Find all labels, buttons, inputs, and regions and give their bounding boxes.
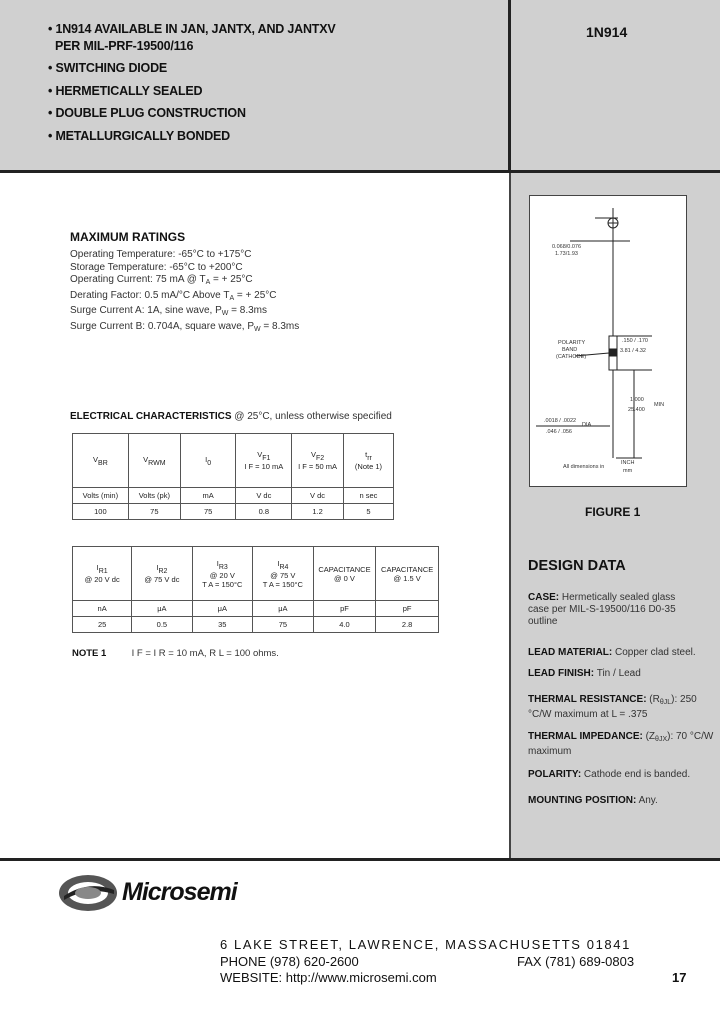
feature-list xyxy=(48,18,336,147)
header-ir1: IR1 @ 20 V dc xyxy=(73,547,132,601)
max-ratings-list xyxy=(70,249,299,337)
header-vrwm: VRWM xyxy=(128,434,180,488)
dim-lead-dia-mm: 1.73/1.93 xyxy=(555,251,578,257)
part-number: 1N914 xyxy=(586,24,628,40)
electrical-table-2 xyxy=(72,546,439,633)
header-trr: trr (Note 1) xyxy=(343,434,393,488)
rating-line: Derating Factor: 0.5 mA/°C Above $T_A$ = + 25°C xyxy=(70,289,277,302)
feature-item: PER MIL-PRF-19500/116 xyxy=(55,38,194,53)
dia-label: DIA xyxy=(582,422,592,428)
feature-item: • DOUBLE PLUG CONSTRUCTION xyxy=(48,106,246,120)
footer-phone: PHONE (978) 620-2600 xyxy=(220,954,359,969)
header-vf1: VF1 I F = 10 mA xyxy=(236,434,292,488)
rating-line: Surge Current B: 0.704A, square wave, $P_W = 8.3ms$ xyxy=(70,320,300,333)
header-ir4: IR4 @ 75 V T A = 150°C xyxy=(253,547,314,601)
header-divider xyxy=(508,0,511,173)
footer-address: 6 LAKE STREET, LAWRENCE, MASSACHUSETTS 01841 xyxy=(220,937,631,952)
footer-top-rule xyxy=(0,858,720,861)
min-label: MIN xyxy=(654,402,665,408)
polarity-label: POLARITY xyxy=(558,340,586,346)
mm-label: mm xyxy=(623,468,633,474)
logo-mark-icon xyxy=(58,872,120,914)
rating-line: Storage Temperature: -65°C to +200°C xyxy=(70,261,243,273)
footer-fax: FAX (781) 689-0803 xyxy=(517,954,635,969)
note-1: NOTE 1 I F = I R = 10 mA, R L = 100 ohms. xyxy=(72,648,279,659)
rating-line: Operating Temperature: -65°C to +175°C xyxy=(70,249,252,260)
feature-item: • SWITCHING DIODE xyxy=(48,61,168,75)
header-vf2: VF2 I F = 50 mA xyxy=(292,434,344,488)
diode-outline-drawing xyxy=(530,196,686,486)
units-row: nA μA μA μA pF pF xyxy=(73,601,439,617)
design-mounting: MOUNTING POSITION: Any. xyxy=(528,795,658,806)
max-ratings-title: MAXIMUM RATINGS xyxy=(70,230,186,244)
right-column-divider xyxy=(509,173,511,859)
feature-item: • 1N914 AVAILABLE IN JAN, JANTX, AND JANTXV xyxy=(48,22,336,36)
feature-item: • HERMETICALLY SEALED xyxy=(48,83,203,98)
logo-wordmark: Microsemi xyxy=(122,878,237,906)
design-data-title: DESIGN DATA xyxy=(528,558,626,574)
figure-1-caption: FIGURE 1 xyxy=(585,505,641,519)
cathode-label: (CATHODE) xyxy=(556,354,587,360)
figure-1-box xyxy=(529,195,687,487)
design-thermal-impedance: THERMAL IMPEDANCE: $(Z_{\theta JX})$: 70 °C/W maximum xyxy=(528,731,714,757)
dim-lead-dia: 0.068/0.076 xyxy=(552,244,582,250)
header-vbr: VBR xyxy=(73,434,129,488)
electrical-title: ELECTRICAL CHARACTERISTICS @ 25°C, unless otherwise specified xyxy=(70,411,392,422)
inch-label: INCH xyxy=(621,460,635,466)
dim-lead-length-mm: 25.400 xyxy=(628,407,645,413)
feature-item: • METALLURGICALLY BONDED xyxy=(48,128,230,143)
header-ir2: IR2 @ 75 V dc xyxy=(132,547,192,601)
dim-body-length: .150 / .170 xyxy=(622,338,648,344)
header-ir3: IR3 @ 20 V T A = 150°C xyxy=(192,547,253,601)
dim-wire-dia: .0018 / .0022 xyxy=(544,418,577,424)
header-cap-0v: CAPACITANCE @ 0 V xyxy=(313,547,376,601)
dim-wire-dia-mm: .046 / .056 xyxy=(546,429,572,435)
values-row: 25 0.5 35 75 4.0 2.8 xyxy=(73,617,439,633)
units-row: Volts (min) Volts (pk) mA V dc V dc n sec xyxy=(73,488,394,504)
design-lead-finish: LEAD FINISH: Tin / Lead xyxy=(528,668,641,679)
values-row: 100 75 75 0.8 1.2 5 xyxy=(73,504,394,520)
design-thermal-resistance: THERMAL RESISTANCE: $(R_{\theta JL})$: 250 °C/W maximum at L = .375 xyxy=(528,694,697,720)
rating-line: Surge Current A: 1A, sine wave, $P_W = 8.3ms$ xyxy=(70,305,267,318)
design-lead-material: LEAD MATERIAL: Copper clad steel. xyxy=(528,647,696,658)
page-number: 17 xyxy=(672,970,687,985)
rating-line: Operating Current: 75 mA @ $T_A$ = + 25°C xyxy=(70,274,253,287)
dim-body-length-mm: 3.81 / 4.32 xyxy=(620,348,646,354)
design-case: CASE: Hermetically sealed glass case per MIL-S-19500/116 D0-35 outline xyxy=(528,592,676,627)
dimensions-note: All dimensions in xyxy=(563,464,605,470)
band-label: BAND xyxy=(562,347,578,353)
microsemi-logo xyxy=(58,872,278,914)
header-i0: I0 xyxy=(180,434,236,488)
dim-lead-length: 1.000 xyxy=(630,397,644,403)
footer-website[interactable]: WEBSITE: http://www.microsemi.com xyxy=(220,970,437,985)
header-cap-1v5: CAPACITANCE @ 1.5 V xyxy=(376,547,439,601)
design-polarity: POLARITY: Cathode end is banded. xyxy=(528,769,691,780)
electrical-table-1 xyxy=(72,433,394,520)
